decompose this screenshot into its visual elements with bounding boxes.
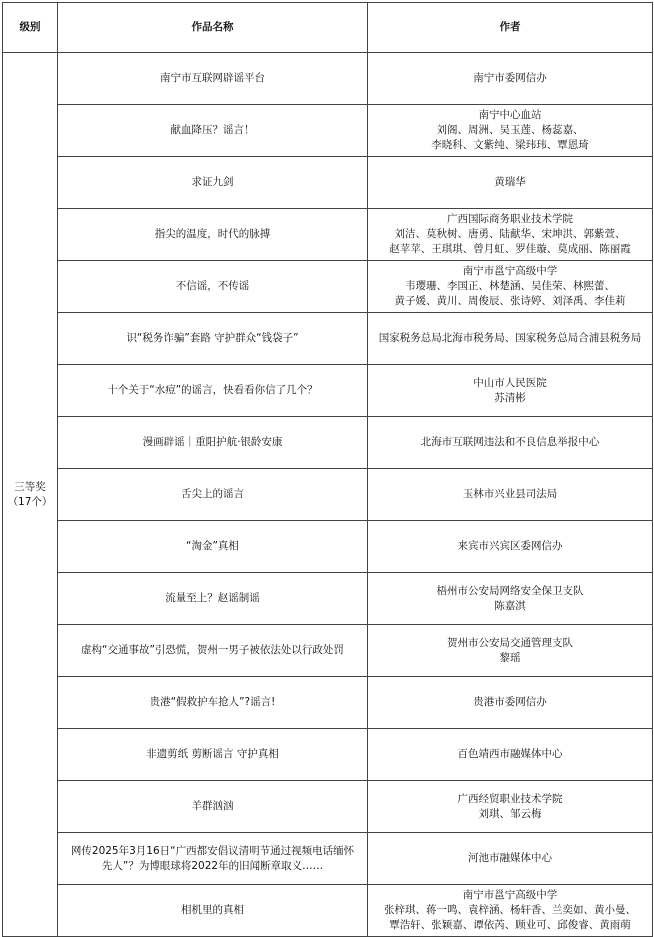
author-cell <box>368 157 653 209</box>
table-row <box>3 521 653 573</box>
work-title: 贵港“假救护车抢人”?谣言! <box>149 696 276 708</box>
author-line: 黎瑶 <box>499 651 521 664</box>
author-cell <box>368 365 653 417</box>
author-line: 北海市互联网违法和不良信息举报中心 <box>420 436 600 448</box>
work-title-cell <box>58 625 368 677</box>
author-cell <box>368 833 653 885</box>
awards-table <box>2 2 653 937</box>
header-level: 级别 <box>3 3 58 53</box>
author-line: 李晓科、文紫纯、梁玮玮、覃恩琦 <box>431 139 589 151</box>
work-title: 网传2025年3月16日“广西都安倡议清明节通过视频电话缅怀 <box>70 844 355 857</box>
level-count: （17个） <box>7 495 53 508</box>
author-cell <box>368 53 653 105</box>
author-line: 韦璎珊、李国正、林楚涵、吴佳荣、林熙蕾、 <box>405 280 615 292</box>
header-author: 作者 <box>368 3 653 53</box>
author-line: 南宁市邕宁高级中学 <box>462 265 558 277</box>
work-title: 先人”？为博眼球将2022年的旧闻断章取义…… <box>101 859 324 872</box>
work-title-cell <box>58 53 368 105</box>
author-line: 河池市融媒体中心 <box>468 852 552 864</box>
work-title-cell <box>58 521 368 573</box>
work-title-cell <box>58 469 368 521</box>
level-cell <box>3 53 58 937</box>
work-title-cell <box>58 157 368 209</box>
author-line: 来宾市兴宾区委网信办 <box>457 540 563 552</box>
header-title: 作品名称 <box>58 3 368 53</box>
work-title-cell <box>58 105 368 157</box>
level-name: 三等奖 <box>14 480 46 493</box>
table-row <box>3 261 653 313</box>
author-line: 刘阁、周洲、吴玉莲、杨蕊嘉、 <box>436 124 584 136</box>
author-line: 黄子媛、黄川、周俊辰、张诗婷、刘泽禹、李佳莉 <box>394 295 626 307</box>
work-title-cell <box>58 209 368 261</box>
table-row <box>3 53 653 105</box>
work-title: “淘金”真相 <box>186 540 239 552</box>
work-title: 舌尖上的谣言 <box>181 488 244 500</box>
table-row <box>3 677 653 729</box>
author-line: 广西国际商务职业技术学院 <box>447 213 573 225</box>
table-row <box>3 365 653 417</box>
work-title: 十个关于“水痘”的谣言，快看看你信了几个？ <box>107 384 318 396</box>
table-row <box>3 729 653 781</box>
author-cell <box>368 885 653 937</box>
author-cell <box>368 781 653 833</box>
author-line: 玉林市兴业县司法局 <box>462 488 558 500</box>
header-row <box>3 3 653 53</box>
work-title: 南宁市互联网辟谣平台 <box>160 72 265 84</box>
table-row <box>3 573 653 625</box>
work-title-cell <box>58 677 368 729</box>
table-body <box>3 53 653 937</box>
author-line: 张梓琪、蒋一鸣、袁梓涵、杨轩香、兰奕如、黄小曼、 <box>384 904 636 916</box>
author-line: 南宁中心血站 <box>478 109 542 121</box>
author-line: 刘洁、莫秋树、唐勇、陆献华、宋坤洪、郭紫萱、 <box>394 228 626 240</box>
author-line: 中山市人民医院 <box>473 376 547 389</box>
table-row <box>3 885 653 937</box>
table-row <box>3 781 653 833</box>
work-title-cell <box>58 729 368 781</box>
table-row <box>3 313 653 365</box>
work-title-cell <box>58 833 368 885</box>
work-title: 羊群汹汹 <box>191 800 234 812</box>
author-cell <box>368 729 653 781</box>
author-line: 覃浩轩、张颖嘉、谭依芮、顾业可、邱俊睿、黄雨萌 <box>389 919 631 931</box>
author-line: 国家税务总局北海市税务局、国家税务总局合浦县税务局 <box>378 332 642 344</box>
work-title-cell <box>58 313 368 365</box>
table-row <box>3 417 653 469</box>
author-cell <box>368 313 653 365</box>
author-cell <box>368 469 653 521</box>
author-line: 南宁市邕宁高级中学 <box>462 889 558 901</box>
author-line: 刘琪、邹云梅 <box>478 807 542 820</box>
work-title-cell <box>58 365 368 417</box>
work-title: 漫画辟谣｜重阳护航·银龄安康 <box>142 436 283 448</box>
work-title-cell <box>58 261 368 313</box>
author-cell <box>368 209 653 261</box>
author-line: 梧州市公安局网络安全保卫支队 <box>436 584 584 597</box>
work-title: 虚构“交通事故”引恐慌，贺州一男子被依法处以行政处罚 <box>81 644 344 656</box>
table-row <box>3 469 653 521</box>
author-line: 广西经贸职业技术学院 <box>457 792 563 805</box>
work-title-cell <box>58 573 368 625</box>
work-title: 献血降压？谣言！ <box>170 124 255 136</box>
table-row <box>3 833 653 885</box>
table-row <box>3 157 653 209</box>
work-title-cell <box>58 781 368 833</box>
work-title: 识“税务诈骗”套路 守护群众“钱袋子” <box>126 332 299 344</box>
author-line: 贵港市委网信办 <box>473 696 547 708</box>
author-cell <box>368 521 653 573</box>
work-title-cell <box>58 417 368 469</box>
author-line: 赵苹苹、王琪琪、曾月虹、罗佳璇、莫成丽、陈丽霞 <box>389 243 631 255</box>
author-line: 贺州市公安局交通管理支队 <box>447 636 573 649</box>
table-row <box>3 105 653 157</box>
work-title: 相机里的真相 <box>181 904 244 916</box>
author-line: 苏清彬 <box>494 391 526 404</box>
table-row <box>3 209 653 261</box>
author-cell <box>368 261 653 313</box>
author-line: 陈嘉淇 <box>494 599 526 612</box>
author-cell <box>368 417 653 469</box>
author-cell <box>368 105 653 157</box>
work-title-cell <box>58 885 368 937</box>
work-title: 流量至上？赵谣制谣 <box>165 592 260 604</box>
author-line: 百色靖西市融媒体中心 <box>457 748 563 760</box>
work-title: 指尖的温度，时代的脉搏 <box>154 228 271 240</box>
work-title: 非遗剪纸 剪断谣言 守护真相 <box>146 748 279 760</box>
author-line: 黄瑞华 <box>494 176 526 188</box>
table-row <box>3 625 653 677</box>
author-cell <box>368 573 653 625</box>
author-line: 南宁市委网信办 <box>473 72 547 84</box>
author-cell <box>368 625 653 677</box>
work-title: 求证九剑 <box>191 176 234 188</box>
author-cell <box>368 677 653 729</box>
work-title: 不信谣，不传谣 <box>175 280 250 292</box>
